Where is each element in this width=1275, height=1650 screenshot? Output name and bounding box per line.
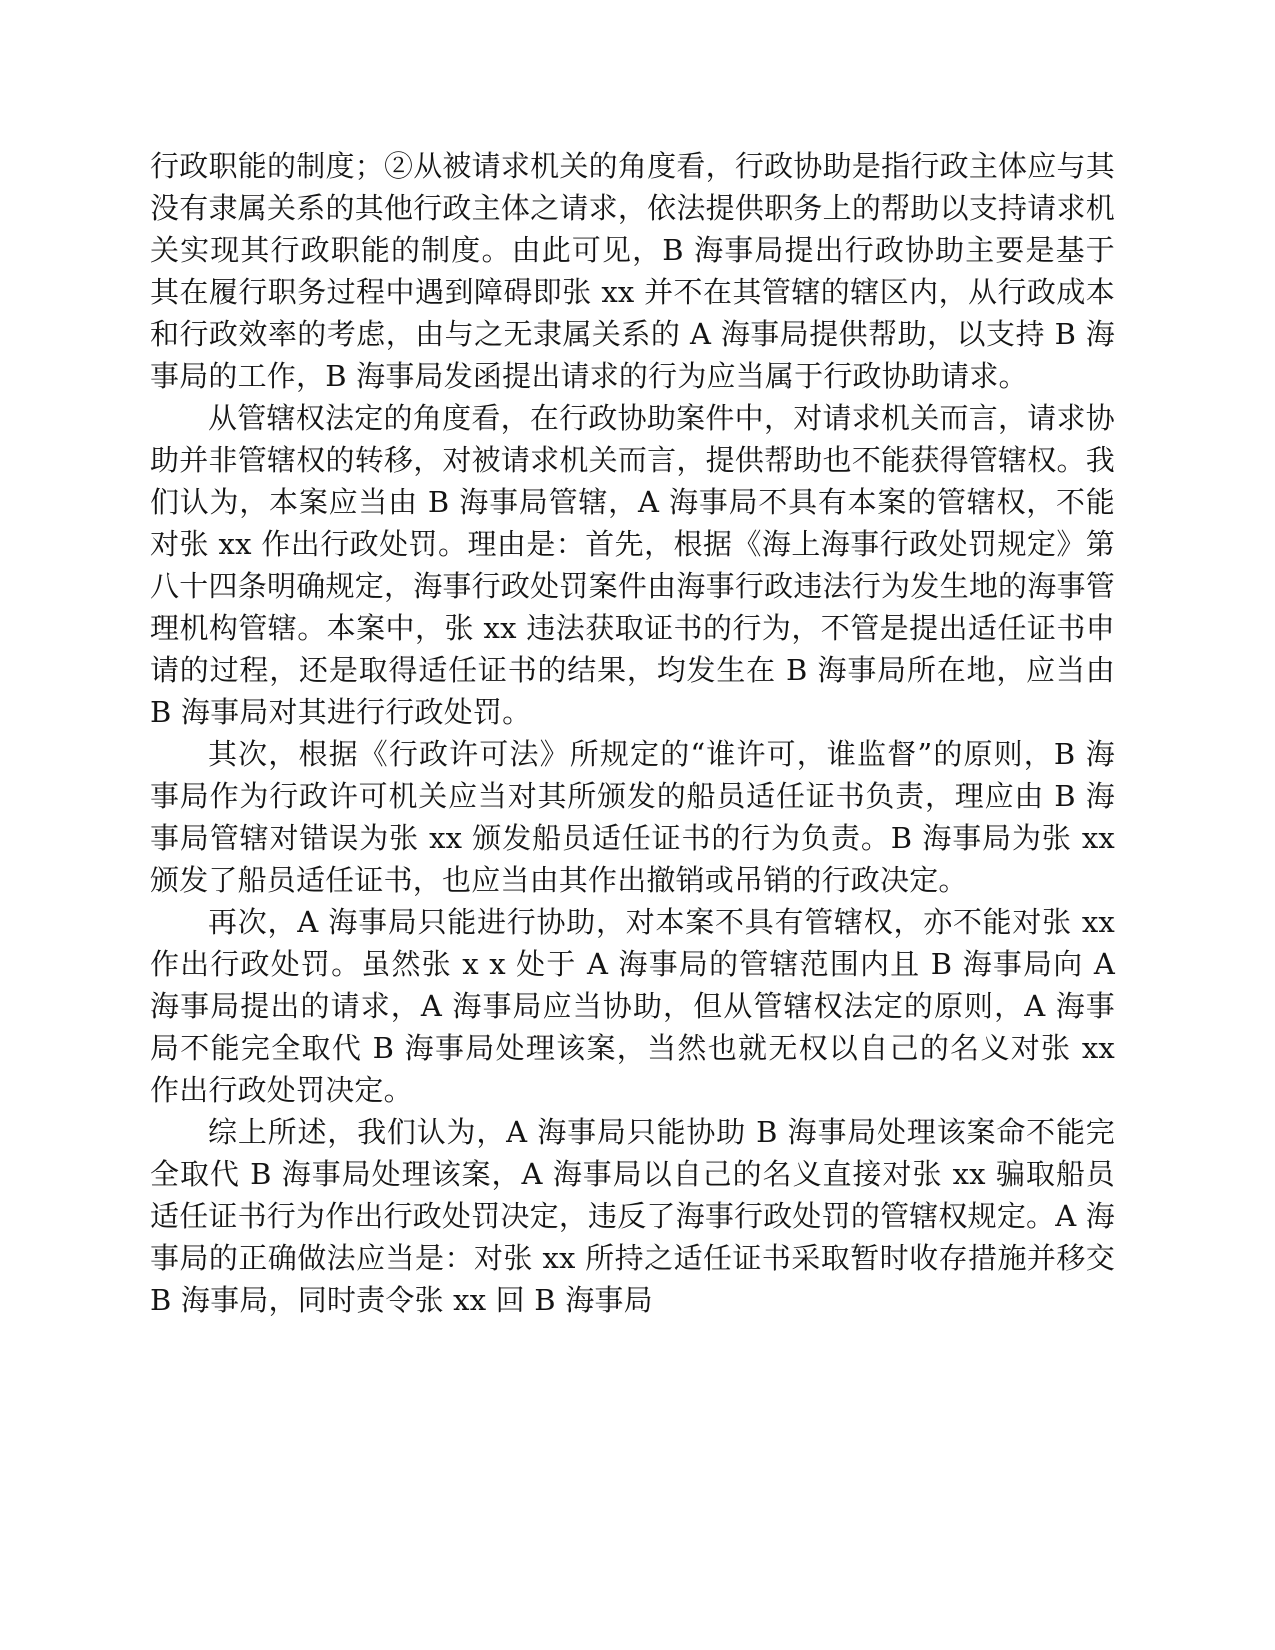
paragraph-secondly: 其次，根据《行政许可法》所规定的“谁许可，谁监督”的原则，B 海事局作为行政许可机关应当对其所颁发的船员适任证书负责，理应由 B 海事局管辖对错误为张 xx 颁发船员适任证书的行为负责。B 海事局为张 xx 颁发了船员适任证书，也应当由其作出撤销或吊销的行政决定。 — [150, 737, 1115, 897]
paragraph-conclusion: 综上所述，我们认为，A 海事局只能协助 B 海事局处理该案命不能完全取代 B 海事局处理该案，A 海事局以自己的名义直接对张 xx 骗取船员适任证书行为作出行政处罚决定，违反了海事行政处罚的管辖权规定。A 海事局的正确做法应当是：对张 xx 所持之适任证书采取暂时收存措施并移交 B 海事局，同时责令张 xx 回 B 海事局 — [150, 1115, 1115, 1317]
paragraph-continuation: 行政职能的制度；②从被请求机关的角度看，行政协助是指行政主体应与其没有隶属关系的其他行政主体之请求，依法提供职务上的帮助以支持请求机关实现其行政职能的制度。由此可见，B 海事局提出行政协助主要是基于其在履行职务过程中遇到障碍即张 xx 并不在其管辖的辖区内，从行政成本和行政效率的考虑，由与之无隶属关系的 A 海事局提供帮助，以支持 B 海事局的工作，B 海事局发函提出请求的行为应当属于行政协助请求。 — [150, 149, 1115, 393]
paragraph-thirdly: 再次，A 海事局只能进行协助，对本案不具有管辖权，亦不能对张 xx 作出行政处罚。虽然张 x x 处于 A 海事局的管辖范围内且 B 海事局向 A 海事局提出的请求，A 海事局应当协助，但从管辖权法定的原则，A 海事局不能完全取代 B 海事局处理该案，当然也就无权以自己的名义对张 xx 作出行政处罚决定。 — [150, 905, 1115, 1107]
body-text — [150, 145, 1115, 1321]
paragraph-jurisdiction: 从管辖权法定的角度看，在行政协助案件中，对请求机关而言，请求协助并非管辖权的转移，对被请求机关而言，提供帮助也不能获得管辖权。我们认为，本案应当由 B 海事局管辖，A 海事局不具有本案的管辖权，不能对张 xx 作出行政处罚。理由是：首先，根据《海上海事行政处罚规定》第八十四条明确规定，海事行政处罚案件由海事行政违法行为发生地的海事管理机构管辖。本案中，张 xx 违法获取证书的行为，不管是提出适任证书申请的过程，还是取得适任证书的结果，均发生在 B 海事局所在地，应当由 B 海事局对其进行行政处罚。 — [150, 401, 1115, 729]
